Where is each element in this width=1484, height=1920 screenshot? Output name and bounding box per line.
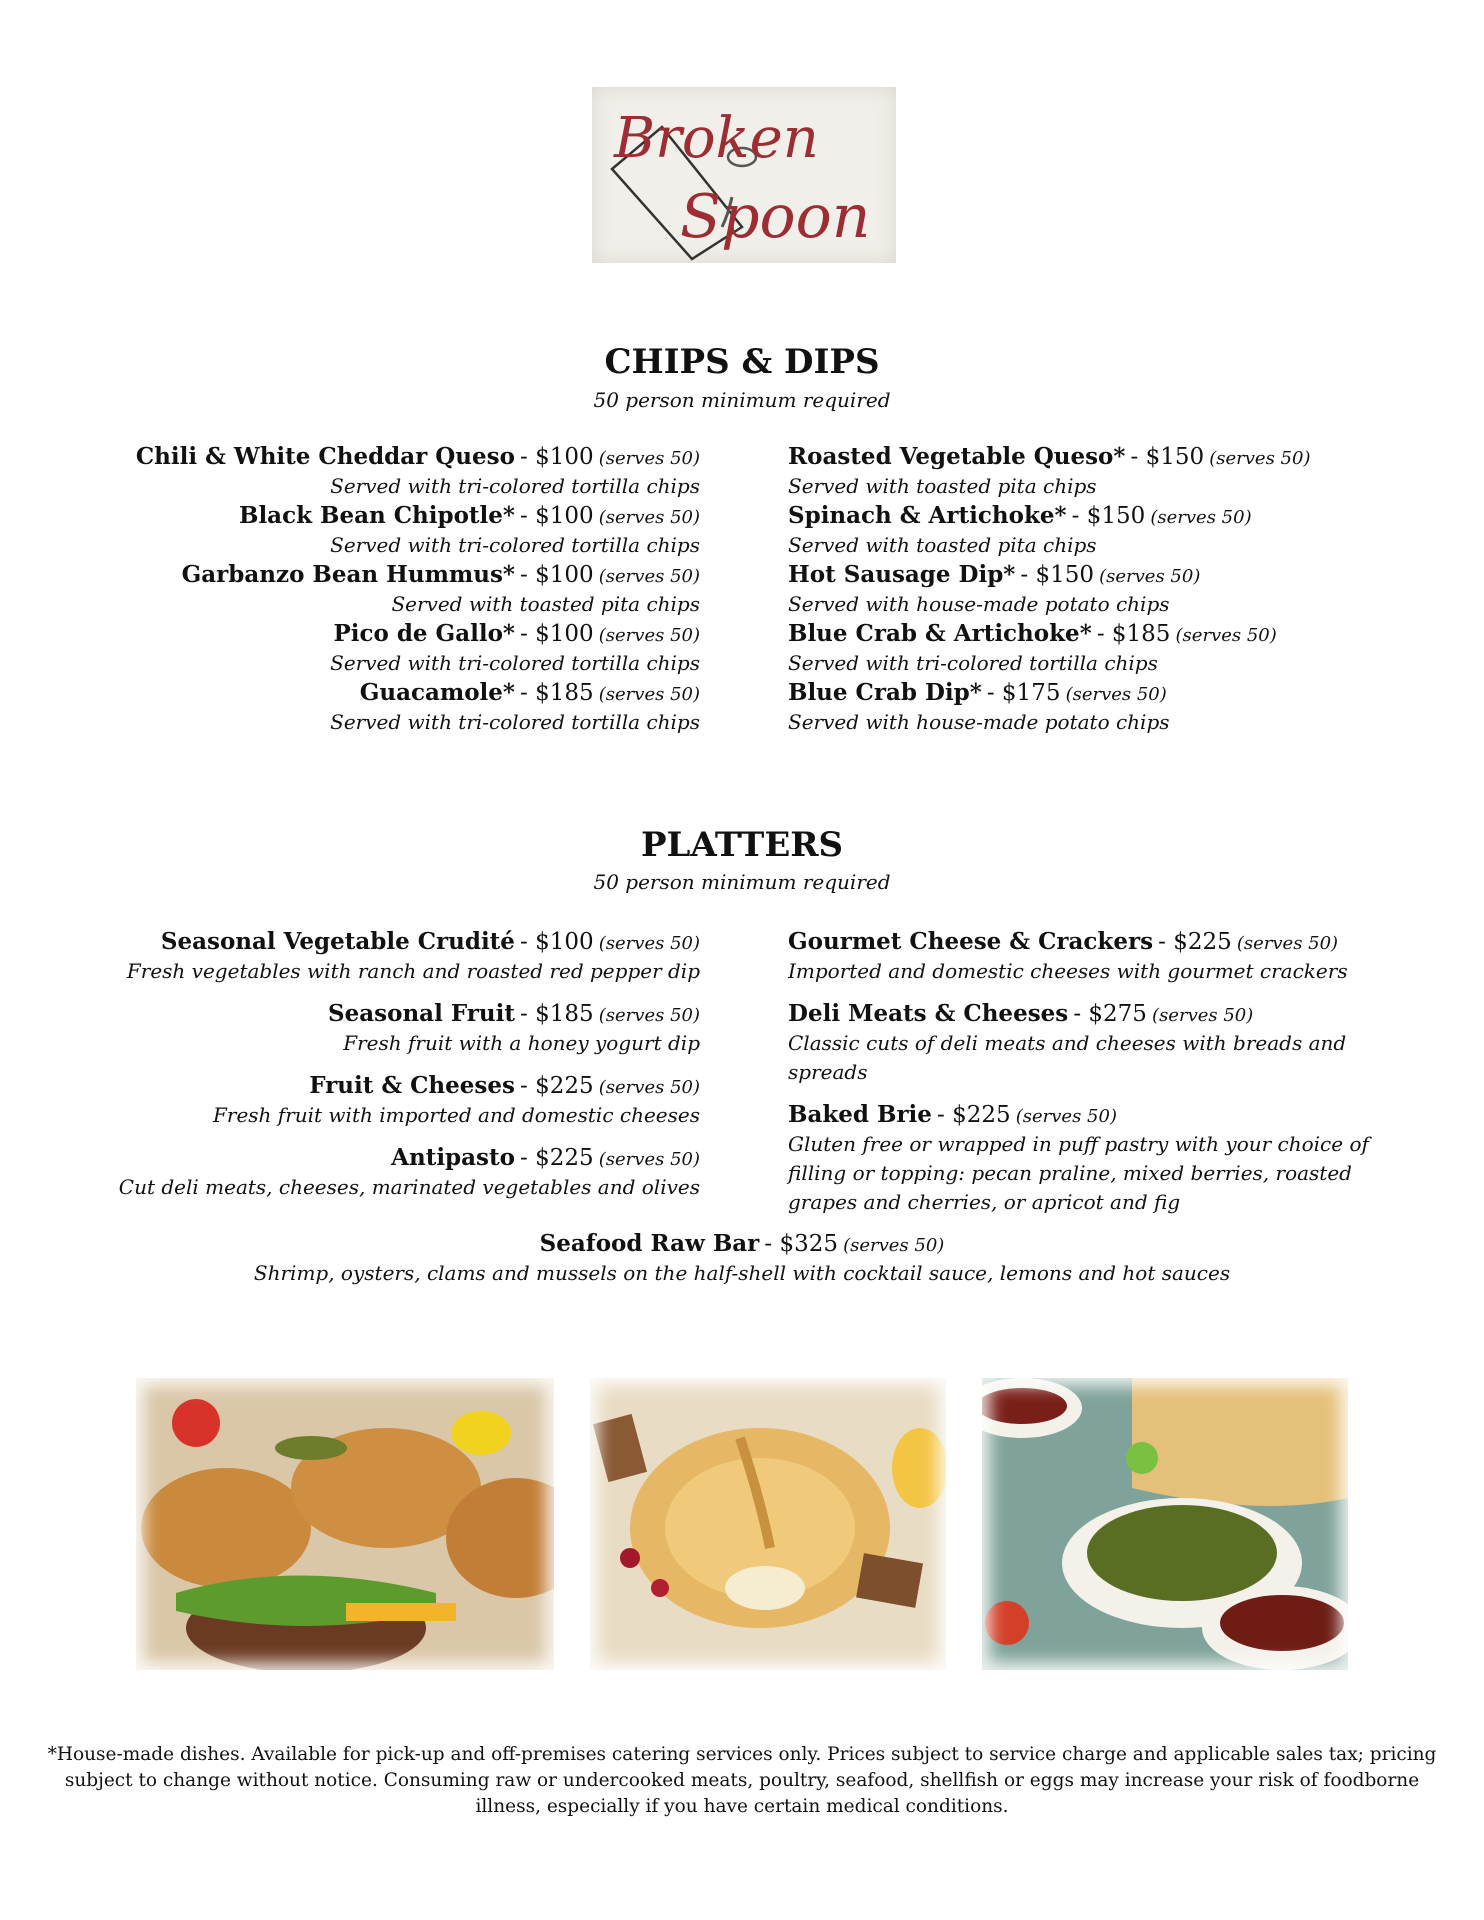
item-serves: (serves 50) bbox=[598, 566, 700, 587]
item-description: Classic cuts of deli meats and cheeses with breads and spreads bbox=[788, 1031, 1347, 1084]
menu-item bbox=[788, 560, 1388, 619]
item-description: Served with house-made potato chips bbox=[788, 710, 1170, 734]
item-price: - $185 bbox=[520, 1001, 594, 1027]
item-serves: (serves 50) bbox=[843, 1235, 945, 1256]
item-description: Served with tri-colored tortilla chips bbox=[330, 474, 700, 498]
menu-item bbox=[788, 501, 1388, 560]
item-serves: (serves 50) bbox=[1236, 933, 1339, 954]
chips-dips-heading: CHIPS & DIPS bbox=[604, 342, 880, 382]
menu-item bbox=[110, 927, 700, 986]
item-name: Black Bean Chipotle* bbox=[239, 502, 515, 529]
restaurant-logo bbox=[592, 87, 896, 263]
item-price: - $185 bbox=[520, 680, 594, 706]
item-price: - $150 bbox=[1071, 503, 1146, 529]
menu-item bbox=[110, 501, 700, 560]
item-price: - $100 bbox=[520, 562, 594, 588]
item-name: Chili & White Cheddar Queso bbox=[135, 443, 515, 470]
item-description: Served with tri-colored tortilla chips bbox=[330, 710, 700, 734]
menu-item bbox=[110, 999, 700, 1058]
item-price: - $325 bbox=[764, 1231, 838, 1257]
item-description: Served with tri-colored tortilla chips bbox=[788, 651, 1158, 675]
menu-item bbox=[788, 927, 1388, 986]
item-price: - $150 bbox=[1130, 444, 1205, 470]
platters-heading: PLATTERS bbox=[640, 825, 844, 865]
item-name: Roasted Vegetable Queso* bbox=[788, 443, 1126, 470]
menu-item bbox=[110, 619, 700, 678]
logo-text-spoon: Spoon bbox=[680, 182, 871, 252]
item-serves: (serves 50) bbox=[1015, 1106, 1117, 1127]
item-name: Gourmet Cheese & Crackers bbox=[788, 928, 1154, 955]
item-name: Spinach & Artichoke* bbox=[788, 502, 1067, 529]
item-price: - $100 bbox=[520, 621, 594, 647]
item-description: Served with toasted pita chips bbox=[788, 533, 1097, 557]
baked-brie-photo bbox=[590, 1378, 946, 1670]
item-serves: (serves 50) bbox=[598, 1077, 700, 1098]
item-description: Cut deli meats, cheeses, marinated vegetables and olives bbox=[118, 1175, 700, 1199]
logo-text-broken: Broken bbox=[614, 106, 819, 171]
footer-disclaimer: *House-made dishes. Available for pick-up and off-premises catering services only. Prices subject to service charge and applicable sales tax; pricing subject to change without notice. Consuming raw or undercooked meats, poultry, seafood, shellfish or eggs may increase your risk of foodborne illness, especially if you have certain medical conditions. bbox=[47, 1744, 1437, 1817]
item-name: Blue Crab & Artichoke* bbox=[788, 620, 1092, 647]
item-price: - $275 bbox=[1073, 1001, 1147, 1027]
menu-item-raw-bar bbox=[0, 1229, 1484, 1288]
item-price: - $225 bbox=[1158, 929, 1232, 955]
item-description: Fresh vegetables with ranch and roasted red pepper dip bbox=[126, 959, 700, 983]
item-serves: (serves 50) bbox=[598, 625, 700, 646]
item-price: - $100 bbox=[520, 444, 594, 470]
item-description: Shrimp, oysters, clams and mussels on the half-shell with cocktail sauce, lemons and hot sauces bbox=[253, 1261, 1231, 1285]
item-serves: (serves 50) bbox=[598, 448, 700, 469]
item-description: Fresh fruit with a honey yogurt dip bbox=[343, 1031, 700, 1055]
item-price: - $225 bbox=[520, 1073, 594, 1099]
item-name: Deli Meats & Cheeses bbox=[788, 1000, 1069, 1027]
item-price: - $100 bbox=[520, 929, 594, 955]
item-serves: (serves 50) bbox=[1099, 566, 1201, 587]
menu-item bbox=[788, 999, 1388, 1087]
chips-dips-subtitle: 50 person minimum required bbox=[593, 388, 891, 412]
item-name: Garbanzo Bean Hummus* bbox=[181, 561, 515, 588]
chips-right-column bbox=[788, 442, 1388, 737]
item-price: - $150 bbox=[1020, 562, 1095, 588]
item-price: - $100 bbox=[520, 503, 594, 529]
item-description: Imported and domestic cheeses with gourmet crackers bbox=[788, 959, 1348, 983]
menu-item bbox=[788, 1100, 1388, 1217]
item-name: Seafood Raw Bar bbox=[539, 1230, 760, 1257]
item-serves: (serves 50) bbox=[1152, 1005, 1254, 1026]
item-serves: (serves 50) bbox=[1150, 507, 1252, 528]
menu-item bbox=[788, 442, 1388, 501]
item-name: Baked Brie bbox=[788, 1101, 932, 1128]
item-serves: (serves 50) bbox=[598, 1149, 700, 1170]
menu-item bbox=[110, 560, 700, 619]
item-price: - $175 bbox=[986, 680, 1061, 706]
item-price: - $225 bbox=[520, 1145, 594, 1171]
item-description: Served with toasted pita chips bbox=[788, 474, 1097, 498]
item-serves: (serves 50) bbox=[1209, 448, 1311, 469]
menu-item bbox=[788, 619, 1388, 678]
broken-spoon-logo-graphic bbox=[592, 87, 896, 263]
item-serves: (serves 50) bbox=[598, 1005, 700, 1026]
item-name: Guacamole* bbox=[359, 679, 515, 706]
item-serves: (serves 50) bbox=[598, 507, 700, 528]
chips-and-dips-photo bbox=[982, 1378, 1348, 1670]
item-serves: (serves 50) bbox=[1175, 625, 1277, 646]
item-description: Served with tri-colored tortilla chips bbox=[330, 533, 700, 557]
item-description: Served with toasted pita chips bbox=[391, 592, 700, 616]
menu-item bbox=[110, 1071, 700, 1130]
item-name: Seasonal Vegetable Crudité bbox=[160, 928, 515, 955]
item-serves: (serves 50) bbox=[1065, 684, 1167, 705]
item-name: Blue Crab Dip* bbox=[788, 679, 982, 706]
item-name: Seasonal Fruit bbox=[328, 1000, 515, 1027]
item-price: - $185 bbox=[1096, 621, 1171, 647]
item-description: Served with tri-colored tortilla chips bbox=[330, 651, 700, 675]
menu-item bbox=[110, 442, 700, 501]
menu-item bbox=[110, 1143, 700, 1202]
menu-item bbox=[788, 678, 1388, 737]
item-price: - $225 bbox=[937, 1102, 1011, 1128]
platters-subtitle: 50 person minimum required bbox=[593, 870, 891, 894]
menu-item bbox=[110, 678, 700, 737]
item-name: Fruit & Cheeses bbox=[309, 1072, 515, 1099]
chips-left-column bbox=[110, 442, 700, 737]
item-description: Fresh fruit with imported and domestic cheeses bbox=[213, 1103, 700, 1127]
item-name: Hot Sausage Dip* bbox=[788, 561, 1016, 588]
item-name: Antipasto bbox=[391, 1144, 515, 1171]
item-description: Gluten free or wrapped in puff pastry with your choice of filling or topping: pecan praline, mixed berries, roasted grapes and cherries, or apricot and fig bbox=[788, 1132, 1369, 1214]
item-description: Served with house-made potato chips bbox=[788, 592, 1170, 616]
item-serves: (serves 50) bbox=[598, 684, 700, 705]
platters-left-column bbox=[110, 927, 700, 1215]
sliders-photo bbox=[136, 1378, 554, 1670]
item-serves: (serves 50) bbox=[598, 933, 700, 954]
platters-right-column bbox=[788, 927, 1388, 1230]
item-name: Pico de Gallo* bbox=[333, 620, 515, 647]
